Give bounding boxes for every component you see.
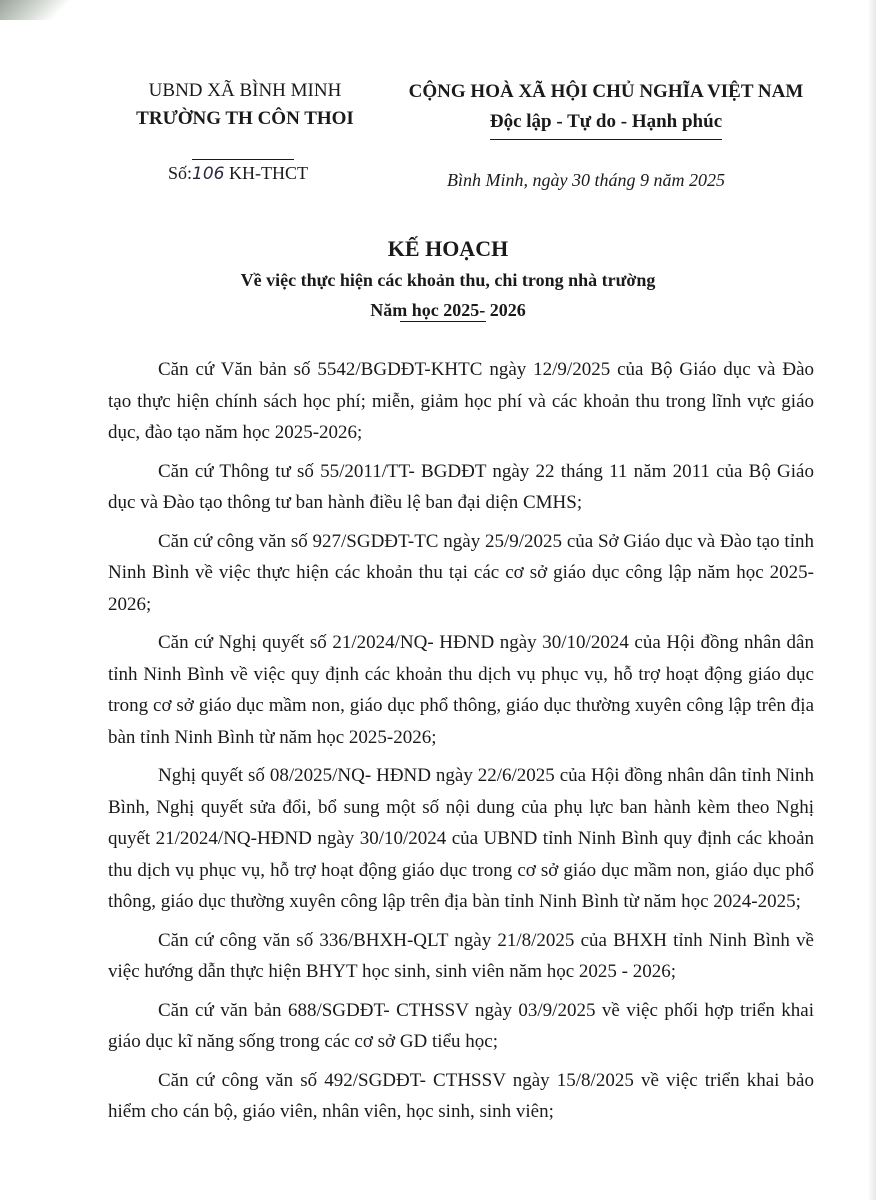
document-number-handwritten: 106 bbox=[192, 164, 225, 184]
document-number-prefix: Số: bbox=[168, 163, 193, 183]
document-body bbox=[108, 354, 814, 1135]
page-edge-shadow bbox=[868, 0, 876, 1200]
issuer-header bbox=[110, 77, 380, 133]
school-year-row bbox=[0, 295, 876, 325]
body-paragraph: Căn cứ Thông tư số 55/2011/TT- BGDĐT ngày 22 tháng 11 năm 2011 của Bộ Giáo dục và Đào tạo thông tư ban hành điều lệ ban đại diện CMHS; bbox=[108, 460, 814, 513]
motto-underline bbox=[490, 139, 722, 141]
document-subtitle: Về việc thực hiện các khoản thu, chi trong nhà trường bbox=[240, 270, 656, 290]
school-underline bbox=[192, 159, 294, 160]
body-paragraph: Căn cứ Văn bản số 5542/BGDĐT-KHTC ngày 12/9/2025 của Bộ Giáo dục và Đào tạo thực hiện chính sách học phí; miễn, giảm học phí và các khoản thu trong lĩnh vực giáo dục, đào tạo năm học 2025-2026; bbox=[108, 359, 814, 443]
body-paragraph: Căn cứ Nghị quyết số 21/2024/NQ- HĐND ngày 30/10/2024 của Hội đồng nhân dân tỉnh Ninh Bình về việc quy định các khoản thu dịch vụ phục vụ, hỗ trợ hoạt động giáo dục trong cơ sở giáo dục mầm non, giáo dục phổ thông, giáo dục thường xuyên công lập trên địa bàn tỉnh Ninh Bình từ năm học 2025-2026; bbox=[108, 632, 814, 748]
body-paragraph: Căn cứ công văn số 492/SGDĐT- CTHSSV ngày 15/8/2025 về việc triển khai bảo hiểm cho cán bộ, giáo viên, nhân viên, học sinh, sinh viên; bbox=[108, 1069, 814, 1122]
motto bbox=[490, 107, 722, 137]
motto-text: Độc lập - Tự do - Hạnh phúc bbox=[489, 111, 723, 132]
body-paragraph: Nghị quyết số 08/2025/NQ- HĐND ngày 22/6/2025 của Hội đồng nhân dân tỉnh Ninh Bình, Nghị quyết sửa đổi, bổ sung một số nội dung của phụ lực ban hành kèm theo Nghị quyết 21/2024/NQ-HĐND ngày 30/10/2024 của UBND tỉnh Ninh Bình quy định các khoản thu dịch vụ phục vụ, hỗ trợ hoạt động giáo dục trong cơ sở giáo dục mầm non, giáo dục phổ thông, giáo dục thường xuyên công lập trên địa bàn tỉnh Ninh Bình từ năm học 2024-2025; bbox=[108, 765, 814, 912]
school-year-text: Năm học 2025- 2026 bbox=[370, 300, 526, 320]
school-year bbox=[370, 295, 526, 325]
issuer-organization: UBND XÃ BÌNH MINH bbox=[148, 80, 342, 101]
document-title: KẾ HOẠCH bbox=[387, 236, 509, 261]
body-paragraph: Căn cứ văn bản 688/SGDĐT- CTHSSV ngày 03/9/2025 về việc phối hợp triển khai giáo dục kĩ năng sống trong các cơ sở GD tiểu học; bbox=[108, 999, 814, 1052]
school-year-underline bbox=[400, 321, 486, 322]
motto-row bbox=[390, 107, 822, 137]
page-corner-shadow bbox=[0, 0, 70, 20]
issuer-school bbox=[110, 105, 380, 133]
document-title-block bbox=[0, 233, 876, 325]
document-number-suffix: KH-THCT bbox=[228, 163, 308, 183]
school-name: TRƯỜNG TH CÔN THOI bbox=[136, 108, 354, 129]
document-date: Bình Minh, ngày 30 tháng 9 năm 2025 bbox=[447, 170, 725, 190]
document-number bbox=[168, 163, 308, 184]
body-paragraph: Căn cứ công văn số 927/SGDĐT-TC ngày 25/9/2025 của Sở Giáo dục và Đào tạo tỉnh Ninh Bình về việc thực hiện các khoản thu tại các cơ sở giáo dục công lập năm học 2025-2026; bbox=[108, 530, 814, 615]
nation-name: CỘNG HOÀ XÃ HỘI CHỦ NGHĨA VIỆT NAM bbox=[408, 81, 804, 102]
national-header bbox=[390, 77, 822, 137]
body-paragraph: Căn cứ công văn số 336/BHXH-QLT ngày 21/8/2025 của BHXH tỉnh Ninh Bình về việc hướng dẫn thực hiện BHYT học sinh, sinh viên năm học 2025 - 2026; bbox=[108, 929, 814, 982]
